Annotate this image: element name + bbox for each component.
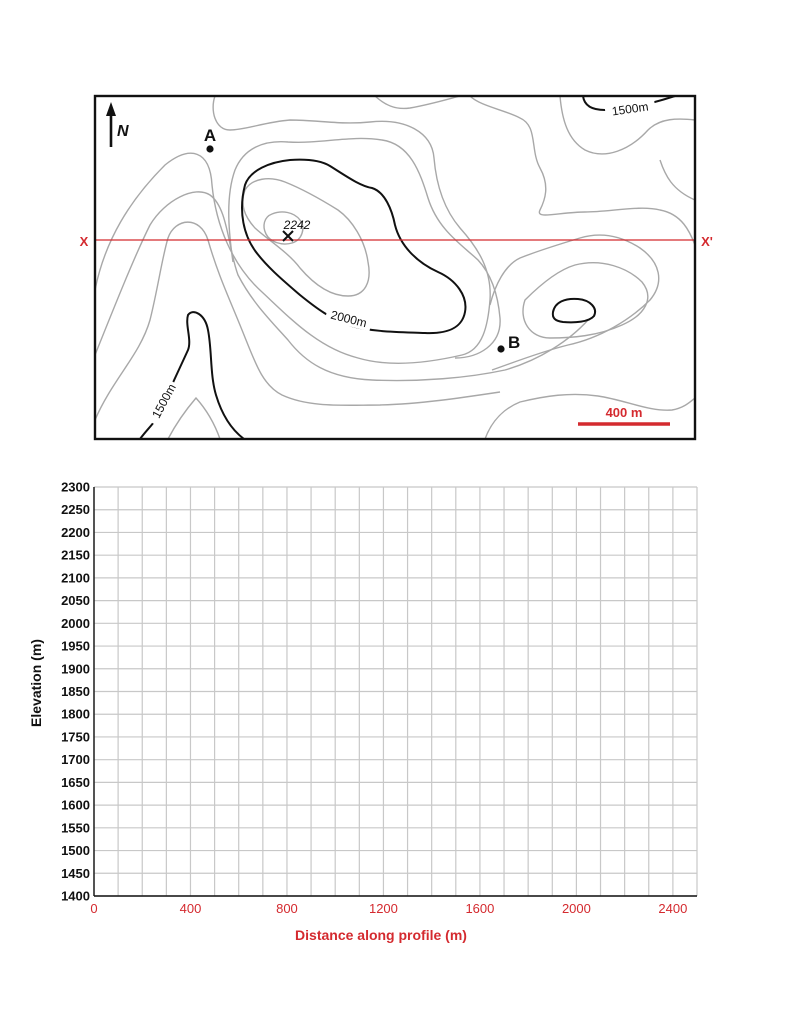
x-tick-label: 800 [276, 901, 298, 916]
contour-line [243, 179, 369, 296]
contour-line [660, 160, 695, 200]
y-tick-label: 1500 [61, 843, 90, 859]
y-tick-label: 1950 [61, 638, 90, 654]
point-a-marker [206, 145, 213, 152]
contour-lines [95, 96, 695, 439]
x-tick-label: 2000 [561, 901, 591, 916]
x-tick-label: 2400 [658, 901, 688, 916]
point-a-label: A [203, 126, 217, 145]
y-tick-label: 1750 [61, 729, 90, 745]
contour-label: 2000m [329, 307, 369, 331]
y-tick-label: 2250 [61, 502, 90, 518]
y-axis-title: Elevation (m) [28, 639, 44, 727]
x-tick-labels [90, 901, 687, 916]
profile-graph [28, 480, 697, 944]
y-tick-label: 1650 [61, 774, 90, 790]
topographic-map [80, 96, 713, 439]
contour-line [168, 398, 220, 439]
y-tick-label: 1600 [61, 797, 90, 813]
contour-line [470, 96, 695, 245]
section-end-label: X' [701, 234, 713, 249]
x-tick-label: 400 [179, 901, 202, 916]
north-arrow-icon [106, 102, 116, 147]
graph-grid [94, 487, 697, 896]
contour-label: 1500m [610, 99, 650, 119]
contour-line [375, 96, 460, 108]
y-tick-label: 1800 [61, 706, 90, 722]
contour-line [485, 394, 695, 439]
y-tick-label: 2200 [61, 524, 90, 540]
scale-bar-label: 400 m [605, 405, 643, 420]
contour-line [95, 222, 500, 420]
y-tick-label: 2100 [61, 570, 90, 586]
y-tick-label: 1900 [61, 661, 90, 677]
y-tick-label: 1550 [61, 820, 90, 836]
x-tick-label: 0 [90, 901, 98, 916]
x-tick-label: 1200 [368, 901, 398, 916]
x-axis-title: Distance along profile (m) [295, 927, 467, 943]
y-tick-label: 1700 [61, 752, 90, 768]
index-contour-2000m [242, 160, 465, 333]
peak-elevation-label: 2242 [283, 218, 311, 232]
x-tick-label: 1600 [465, 901, 495, 916]
y-tick-label: 2050 [61, 593, 90, 609]
y-tick-label: 2300 [61, 479, 90, 495]
section-start-label: X [79, 234, 89, 249]
y-tick-label: 1850 [61, 684, 90, 699]
y-tick-label: 2150 [61, 547, 90, 563]
y-tick-label: 1400 [61, 888, 90, 904]
y-tick-label: 2000 [61, 615, 90, 631]
y-tick-labels [61, 480, 90, 904]
y-tick-label: 1450 [61, 865, 90, 881]
point-b-label: B [508, 333, 521, 352]
point-b-marker [497, 345, 504, 352]
map-frame [95, 96, 695, 439]
north-label: N [117, 123, 129, 140]
contour-label: 1500m [149, 381, 179, 421]
index-contour-summit [553, 299, 595, 322]
